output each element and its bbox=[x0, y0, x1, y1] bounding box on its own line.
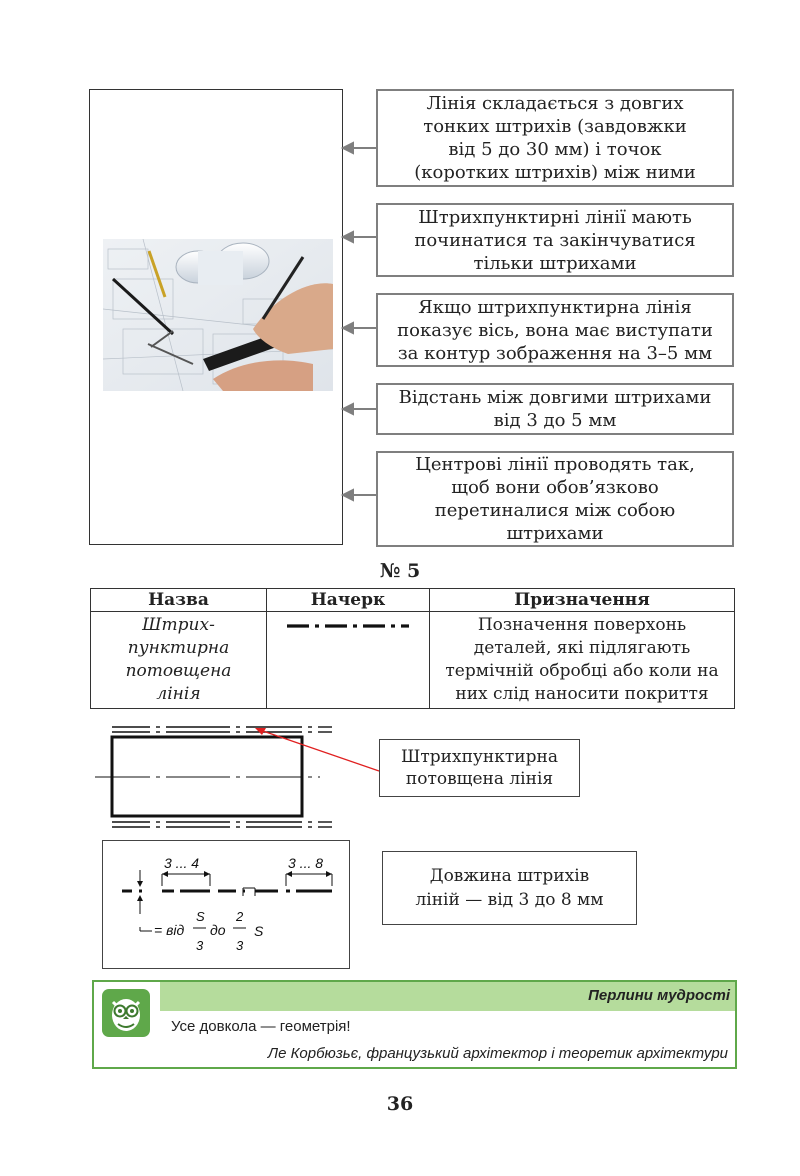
name-line: потовщена bbox=[125, 661, 232, 681]
rule-line: показує вісь, вона має виступати bbox=[397, 319, 713, 341]
rule-box-1 bbox=[376, 89, 734, 187]
name-line: лінія bbox=[156, 684, 201, 704]
label-line: Штрихпунктирна bbox=[401, 747, 558, 767]
rule-line: перетиналися між собою bbox=[434, 500, 676, 521]
dimension-arrowheads bbox=[137, 871, 332, 901]
label-line: потовщена лінія bbox=[405, 769, 554, 789]
frac1-num: S bbox=[196, 909, 205, 924]
rule-line: тільки штрихами bbox=[473, 252, 637, 274]
dim-left-label: 3 ... 4 bbox=[164, 855, 200, 871]
name-line: пунктирна bbox=[127, 638, 230, 658]
dash-length-label bbox=[382, 851, 637, 925]
dim-right-label: 3 ... 8 bbox=[288, 855, 324, 871]
purpose-line: Позначення поверхонь bbox=[477, 615, 687, 635]
rule-line: за контур зображення на 3–5 мм bbox=[397, 342, 713, 364]
cell-sketch bbox=[267, 612, 430, 709]
rule-line: від 5 до 30 мм) і точок bbox=[448, 139, 662, 160]
quote-text: Усе довкола — геометрія! bbox=[171, 1018, 351, 1035]
rule-box-2 bbox=[376, 203, 734, 277]
rule-box-5 bbox=[376, 451, 734, 547]
page-number: 36 bbox=[386, 1093, 414, 1115]
table-row bbox=[91, 612, 735, 709]
formula-suffix: S bbox=[254, 923, 264, 939]
header-sketch: Начерк bbox=[267, 589, 430, 612]
rule-box-4 bbox=[376, 383, 734, 435]
rule-line: від 3 до 5 мм bbox=[493, 410, 617, 431]
rule-line: починатися та закінчуватися bbox=[414, 229, 696, 251]
label-line: Довжина штрихів bbox=[429, 866, 590, 886]
frac1-den: 3 bbox=[196, 938, 204, 953]
dash-dot-line-sketch bbox=[271, 614, 417, 638]
table-header-row bbox=[91, 589, 735, 612]
frac2-num: 2 bbox=[236, 909, 244, 924]
drafting-photo bbox=[103, 239, 333, 391]
rule-line: Якщо штрихпунктирна лінія bbox=[418, 296, 692, 318]
name-line: Штрих- bbox=[142, 615, 215, 635]
rule-line: Штрихпунктирні лінії мають bbox=[418, 206, 692, 228]
rule-line: (коротких штрихів) між ними bbox=[414, 162, 696, 183]
formula-prefix: = від bbox=[154, 922, 185, 938]
formula-mid: до bbox=[210, 922, 226, 938]
section-title: № 5 bbox=[379, 560, 421, 582]
purpose-line: термічній обробці або коли на bbox=[445, 661, 719, 681]
owl-icon bbox=[101, 988, 151, 1038]
cell-name bbox=[91, 612, 267, 709]
rule-box-3 bbox=[376, 293, 734, 367]
rule-line: щоб вони обов’язково bbox=[451, 477, 659, 498]
purpose-line: деталей, які підлягають bbox=[473, 638, 691, 658]
rule-line: Відстань між довгими штрихами bbox=[398, 387, 712, 408]
header-name: Назва bbox=[91, 589, 267, 612]
rule-line: Центрові лінії проводять так, bbox=[415, 454, 695, 475]
quote-author: Ле Корбюзьє, французький архітектор і теоретик архітектури bbox=[267, 1045, 728, 1062]
purpose-line: них слід наносити покриття bbox=[455, 684, 709, 704]
frac2-den: 3 bbox=[236, 938, 244, 953]
rule-line: штрихами bbox=[506, 523, 604, 544]
wisdom-title: Перлини мудрості bbox=[588, 987, 730, 1004]
cell-purpose bbox=[430, 612, 735, 709]
dash-length-diagram bbox=[102, 840, 350, 969]
thick-line-label bbox=[379, 739, 580, 797]
header-purpose: Призначення bbox=[430, 589, 735, 612]
pointer-arrow bbox=[255, 728, 379, 771]
rule-line: Лінія складається з довгих bbox=[426, 93, 684, 114]
rule-line: тонких штрихів (завдовжки bbox=[423, 116, 687, 137]
label-line: ліній — від 3 до 8 мм bbox=[415, 890, 604, 910]
line-type-table bbox=[90, 588, 735, 709]
thick-dash-dot-diagram bbox=[90, 716, 390, 836]
